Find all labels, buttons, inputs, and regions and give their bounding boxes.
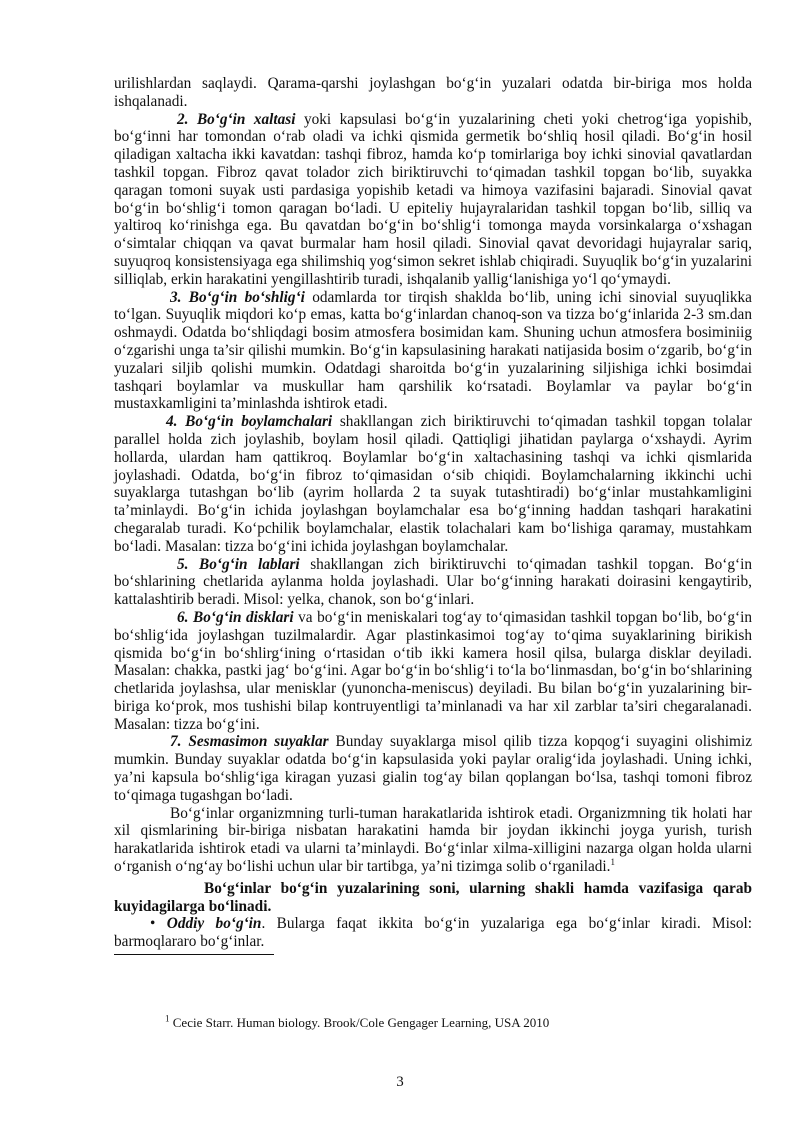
paragraph-bogin-boshligi — [114, 289, 752, 414]
paragraph-bogin-lablari — [114, 556, 752, 609]
bullet-text: . Bularga faqat ikkita bo‘g‘in yuzalariga ega bo‘g‘inlar kiradi. Misol: barmoqlararo bo‘g‘inlar. — [114, 915, 753, 951]
bullet-marker: • — [150, 915, 156, 933]
paragraph-bogin-vazifasi — [114, 805, 752, 876]
paragraph-bogin-disklari — [114, 609, 752, 734]
bullet-item-oddiy-bogin — [114, 915, 752, 951]
footnote-ref: 1 — [610, 856, 615, 867]
section-heading: 2. Bo‘g‘in xaltasi — [177, 110, 296, 128]
footnote-text: Cecie Starr. Human biology. Brook/Cole Gengager Learning, USA 2010 — [169, 1015, 550, 1030]
paragraph-text: shakllangan zich biriktiruvchi to‘qimadan tashkil topgan tolalar parallel holda zich joylashib, boylam hosil qiladi. Qattiqligi jihatidan paylarga o‘xshaydi. Ayrim hollarda, ulardan ham qattikroq. Boylamlar bo‘g‘in xaltachasining tashqi va ichki qismlarida joylashadi. Odatda, bo‘g‘in fibroz to‘qimasidan o‘sib chiqidi. Boylamchalarning ikkinchi uchi suyaklarga tutashgan bo‘lib (ayrim hollarda 2 ta suyak tutashtiradi) bo‘g‘inlar mustahkamligini ta’minlaydi. Bo‘g‘in ichida joylashgan boylamchalar esa bo‘g‘inning haddan tashqari harakatini chegaralab turadi. Ko‘pchilik boylamchalar, elastik tolachalari kam bo‘lishiga qaramay, mustahkam bo‘ladi. Masalan: tizza bo‘g‘ini ichida joylashgan boylamchalar. — [114, 413, 752, 555]
bullet-term: Oddiy bo‘g‘in — [166, 915, 262, 933]
section-heading: 5. Bo‘g‘in lablari — [177, 555, 300, 573]
footnote-mark: 1 — [165, 1013, 170, 1024]
paragraph-text: Bunday suyaklarga misol qilib tizza kopqog‘i suyagini olishimiz mumkin. Bunday suyaklar odatda bo‘g‘in kapsulasida yoki paylar oralig‘ida joylashadi. Uning ichki, ya’ni kapsula bo‘shlig‘iga kiragan yuzasi gialin tog‘ay bilan qoplangan bo‘lsa, tashqi tomoni fibroz to‘qimaga tugashgan bo‘ladi. — [114, 733, 752, 804]
footnote-separator — [114, 954, 274, 955]
page-number: 3 — [396, 1074, 404, 1090]
section-heading: 4. Bo‘g‘in boylamchalari — [166, 413, 333, 431]
section-heading: 3. Bo‘g‘in bo‘shlig‘i — [170, 288, 305, 306]
paragraph-text: Bo‘g‘inlar organizmning turli-tuman harakatlarida ishtirok etadi. Organizmning tik holati har xil qismlarining bir-biriga nisbatan harakatini hamda bir joydan ikkinchi joyga yurish, turish harakatlarida ishtirok etadi va ularni ta’minlaydi. Bo‘g‘inlar xilma-xilligini nazarga olgan holda ularni o‘rganish o‘ng‘ay bo‘lishi uchun ular bir tartibga, ya’ni tizimga solib o‘rganiladi. — [114, 804, 752, 876]
paragraph-bogin-boylamchalari — [114, 413, 752, 555]
paragraph-sesmasimon-suyaklar — [114, 733, 752, 804]
section-heading: 7. Sesmasimon suyaklar — [170, 733, 329, 751]
paragraph-text: odamlarda tor tirqish shaklda bo‘lib, uning ichi sinovial suyuqlikka to‘lgan. Suyuqlik miqdori ko‘p emas, katta bo‘g‘inlardan chanoq-son va tizza bo‘g‘inlarida 2-3 sm.dan oshmaydi. Odatda bo‘shliqdagi bosim atmosfera bosimidan kam. Shuning uchun atmosfera bosiminiig o‘zgarishi unga ta’sir qilishi mumkin. Bo‘g‘in kapsulasining harakati natijasida bosim o‘zgarib, bo‘g‘in yuzalari siljib qolishi mumkin. Odatdagi sharoitda bo‘g‘in yuzalarining siljishiga ichki bosimdai tashqari boylamlar va muskullar ham qarshilik ko‘rsatadi. Boylamlar va paylar bo‘g‘in mustaxkamligini ta’minlashda ishtirok etadi. — [114, 288, 752, 413]
paragraph-continuation: urilishlardan saqlaydi. Qarama-qarshi joylashgan bo‘g‘in yuzalari odatda bir-biriga mos holda ishqalanadi. — [114, 75, 752, 110]
paragraph-bogin-xaltasi — [114, 111, 752, 289]
paragraph-text: va bo‘g‘in meniskalari tog‘ay to‘qimasidan tashkil topgan bo‘lib, bo‘g‘in bo‘shlig‘ida joylashgan tuzilmalardir. Agar plastinkasimoi tog‘ay to‘qima suyaklarining birikish qismida bo‘g‘in bo‘shlirg‘ining o‘rtasidan o‘tib ikki kamera hosil qilsa, bularga disklar deyiladi. Masalan: chakka, pastki jag‘ bo‘g‘ini. Agar bo‘g‘in bo‘shlig‘i to‘la bo‘linmasdan, bo‘g‘in bo‘shlarining chetlarida joylashsa, ular menisklar (yunoncha-meniscus) deyiladi. Bu bilan bo‘g‘in yuzalarining bir-biriga ko‘prok, mos tushishi bilap kontruyentligi ta’minlanadi va har xil zarblar ta’siri chegaralanadi. Masalan: tizza bo‘g‘ini. — [114, 608, 752, 733]
paragraph-text: yoki kapsulasi bo‘g‘in yuzalarining cheti yoki chetrog‘iga yopishib, bo‘g‘inni har tomondan o‘rab oladi va ichki qismida germetik bo‘shliq hosil qiladi. Bo‘g‘in hosil qiladigan xaltacha ikki kavatdan: tashqi fibroz, hamda ko‘p tomirlariga boy ichki sinovial qavatlardan tashkil topgan. Fibroz qavat tolador zich biriktiruvchi to‘qimadan tashkil topgan bo‘lib, suyakka qaragan tomoni suyak usti pardasiga yopishib ketadi va himoya vazifasini bajaradi. Sinovial qavat bo‘g‘in bo‘shlig‘i tomon qaragan bo‘ladi. U epiteliy hujayralaridan tashkil topgan bo‘lib, silliq va yaltiroq ko‘rinishga ega. Bu qavatdan bo‘g‘in bo‘shlig‘i tomonga mayda vorsinkalarga o‘xshagan o‘simtalar chiqqan va qavat burmalar ham hosil qiladi. Sinovial qavat devoridagi hujayralar sariq, suyuqroq konsistensiyaga ega shilimshiq yog‘simon sekret ishlab chiqiradi. Suyuqlik bo‘g‘in yuzalarini silliqlab, erkin harakatini yengillashtirib turadi, ishqalanib yallig‘lanishiga yo‘l qo‘ymaydi. — [114, 110, 752, 288]
document-body — [114, 75, 752, 955]
footnote — [165, 1015, 549, 1031]
classification-heading: Bo‘g‘inlar bo‘g‘in yuzalarining soni, ularning shakli hamda vazifasiga qarab kuyidagilarga bo‘linadi. — [114, 879, 752, 915]
section-heading: 6. Bo‘g‘in disklari — [177, 608, 294, 626]
paragraph-text: shakllangan zich biriktiruvchi to‘qimadan tashkil topgan. Bo‘g‘in bo‘shlarining chetlarida aylanma holda joylashadi. Ular bo‘g‘inning harakati doirasini kengaytirib, kattalashtirib beradi. Misol: yelka, chanok, son bo‘g‘inlari. — [114, 555, 753, 609]
